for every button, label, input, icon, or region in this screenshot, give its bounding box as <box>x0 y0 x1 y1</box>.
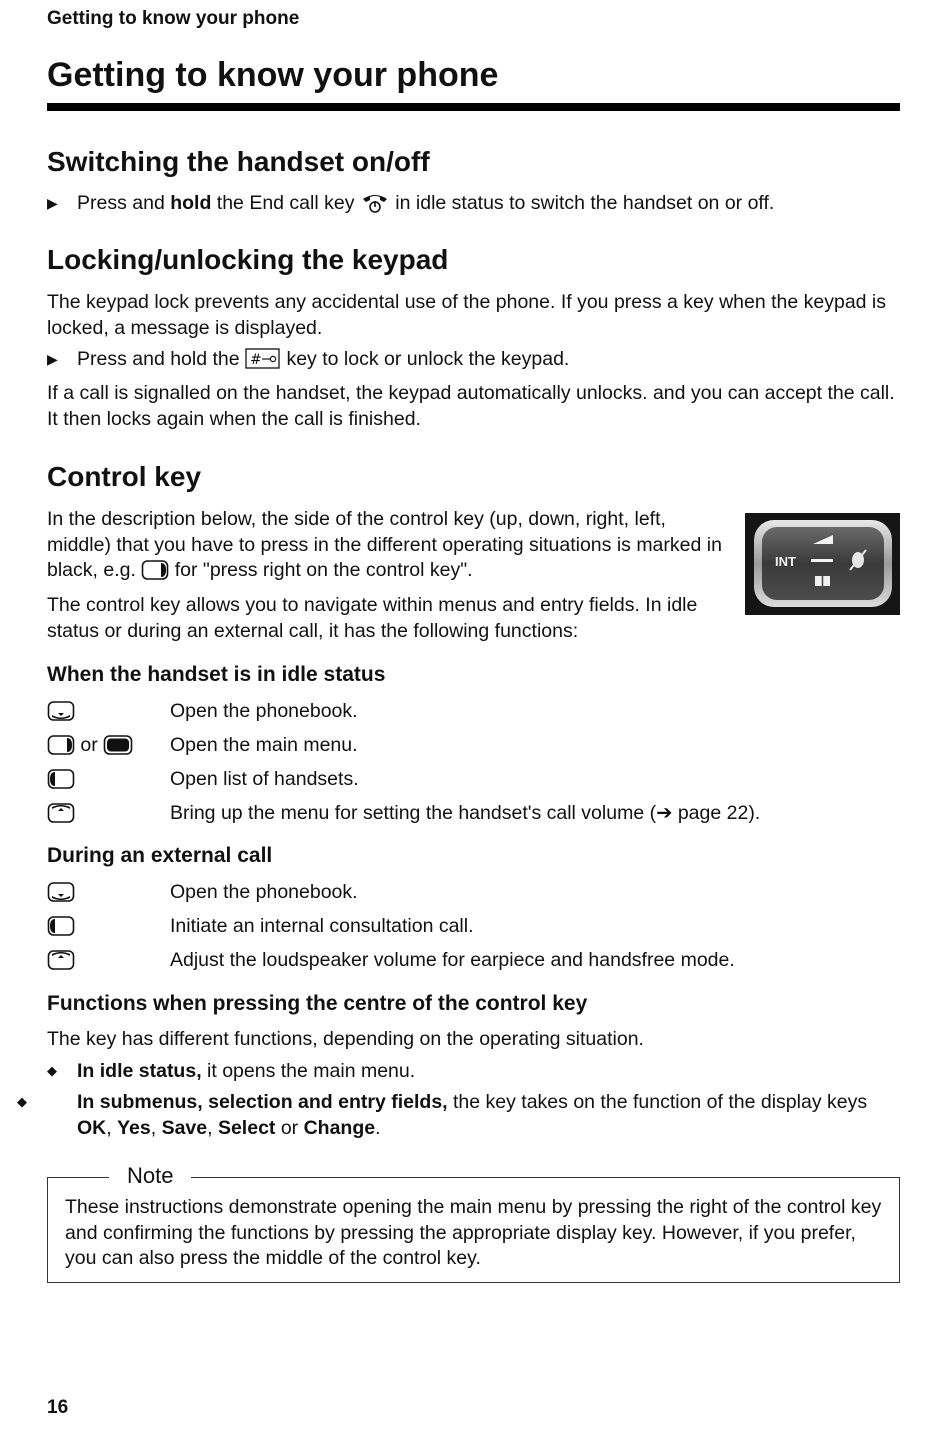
control-key-right-icon <box>141 559 169 589</box>
running-head: Getting to know your phone <box>47 8 300 29</box>
hash-key-lock-icon <box>245 348 281 378</box>
page-number: 16 <box>47 1397 69 1418</box>
idle-row: Open the phonebook. <box>47 698 902 724</box>
bullet-diamond-icon: ◆ <box>17 1094 27 1109</box>
idle-row: Bring up the menu for setting the handset's call volume (➔ page 22). <box>47 800 902 826</box>
end-call-power-key-icon <box>360 190 390 222</box>
note-label: Note <box>109 1162 191 1190</box>
control-key-left-icon <box>47 913 75 946</box>
bullet-arrow-icon: ▶ <box>47 351 58 367</box>
minus-icon <box>811 559 833 562</box>
control-para2: The control key allows you to navigate within menus and entry fields. In idle status or during an external call, it has the following functions: <box>47 594 698 642</box>
external-row: Adjust the loudspeaker volume for earpiece and handsfree mode. <box>47 947 902 973</box>
chapter-title: Getting to know your phone <box>47 56 499 94</box>
bullet-arrow-icon: ▶ <box>47 195 58 211</box>
switch-bullet: ▶ Press and hold the End call key in idle status to switch the handset on or off. <box>47 190 902 222</box>
int-label: INT <box>775 554 796 569</box>
control-key-down-icon <box>47 879 75 912</box>
svg-text:#: # <box>250 352 262 368</box>
control-key-left-icon <box>47 766 75 799</box>
control-key-up-icon <box>47 800 75 833</box>
note-text: These instructions demonstrate opening the main menu by pressing the right of the control key and confirming the functions by pressing the appropriate display key. However, if you prefer, you can also press the middle of the control key. <box>65 1196 882 1269</box>
bullet-diamond-icon: ◆ <box>47 1063 57 1078</box>
heading-switch: Switching the handset on/off <box>47 146 430 177</box>
chapter-rule <box>47 103 900 111</box>
control-key-image <box>745 513 900 615</box>
centre-bullet-1: ◆ In idle status, it opens the main menu. <box>47 1060 416 1082</box>
control-key-centre-icon <box>103 734 133 763</box>
lock-intro: The keypad lock prevents any accidental use of the phone. If you press a key when the keypad is locked, a message is displayed. <box>47 291 887 339</box>
lock-bullet: ▶ Press and hold the # key to lock or unlock the keypad. <box>47 347 902 378</box>
heading-centre: Functions when pressing the centre of the control key <box>47 992 588 1015</box>
control-para1: In the description below, the side of the control key (up, down, right, left, middle) that you have to press in the different operating situations is marked in black, e.g. for "press right on the control key". <box>47 507 732 589</box>
control-key-down-icon <box>47 698 75 731</box>
phonebook-icon <box>815 576 830 586</box>
control-key-right-icon <box>47 734 75 763</box>
heading-external: During an external call <box>47 844 273 867</box>
external-row: Initiate an internal consultation call. <box>47 913 902 939</box>
heading-idle: When the handset is in idle status <box>47 663 386 686</box>
page-ref-arrow-icon: ➔ <box>656 802 673 824</box>
heading-control: Control key <box>47 461 202 492</box>
centre-intro: The key has different functions, depending on the operating situation. <box>47 1028 644 1050</box>
control-key-up-icon <box>47 947 75 980</box>
idle-row: or Open the main menu. <box>47 732 902 758</box>
idle-row: Open list of handsets. <box>47 766 902 792</box>
heading-lock: Locking/unlocking the keypad <box>47 244 449 275</box>
lock-after: If a call is signalled on the handset, the keypad automatically unlocks. and you can accept the call. It then locks again when the call is finished. <box>47 382 895 430</box>
centre-bullet-2: ◆ In submenus, selection and entry fields, the key takes on the function of the display keys OK, Yes, Save, Select or Change. <box>17 1091 868 1139</box>
external-row: Open the phonebook. <box>47 879 902 905</box>
